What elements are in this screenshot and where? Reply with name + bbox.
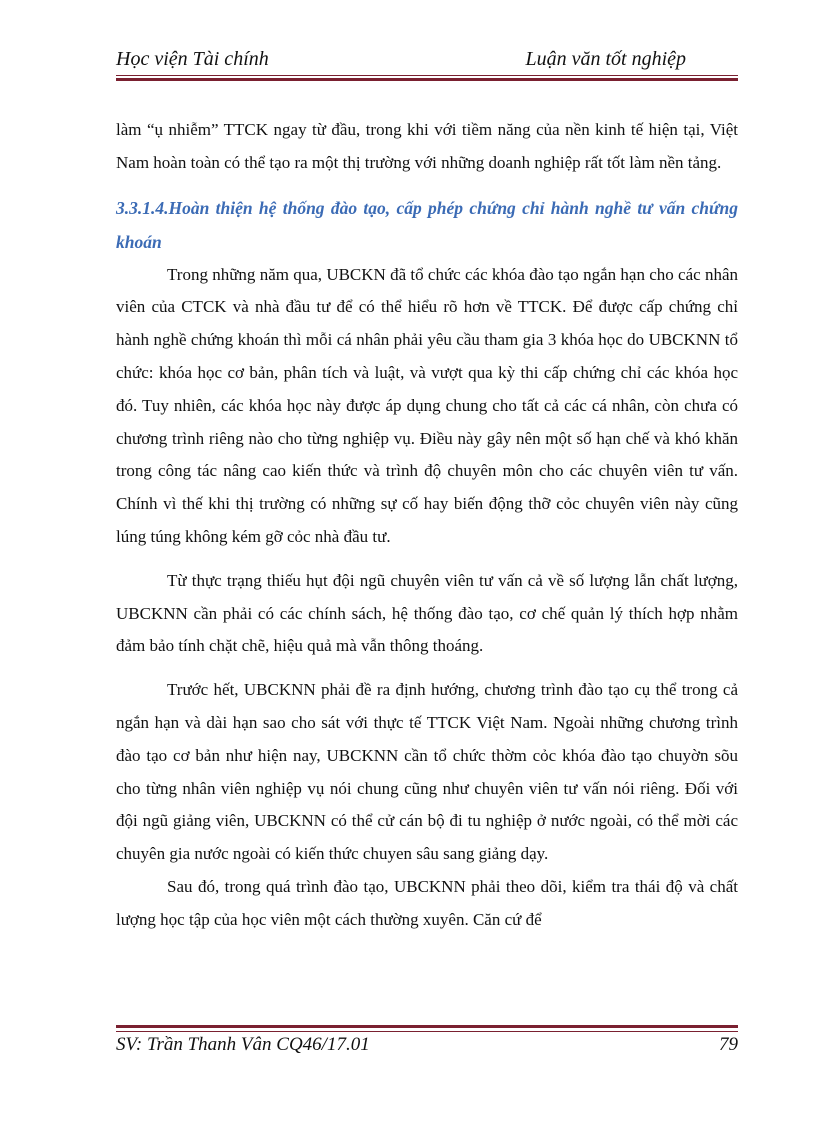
header-rule-thin: [116, 75, 738, 76]
footer-rule-thick: [116, 1025, 738, 1028]
paragraph-3: Trước hết, UBCKNN phải đề ra định hướng, chương trình đào tạo cụ thể trong cả ngắn hạn và dài hạn sao cho sát với thực tế TTCK Việt Nam. Ngoài những chương trình đào tạo cơ bản như hiện nay, UBCKNN cần tổ chức thờm cỏc khóa đào tạo chuyờn sõu cho từng nhân viên nghiệp vụ nói chung cũng như chuyên viên tư vấn nói riêng. Đối với đội ngũ giảng viên, UBCKNN có thể cử cán bộ đi tu nghiệp ở nước ngoài, có thể mời các chuyên gia nước ngoài có kiến thức chuyen sâu sang giảng dạy.: [116, 680, 738, 864]
header-rule-thick: [116, 78, 738, 81]
page-body: [116, 114, 738, 937]
page-number: 79: [719, 1034, 738, 1055]
header-institution: Học viện Tài chính: [116, 48, 269, 70]
header-document-type: Luận văn tốt nghiệp: [525, 48, 686, 70]
paragraph-1: Trong những năm qua, UBCKN đã tổ chức các khóa đào tạo ngắn hạn cho các nhân viên của CTCK và nhà đầu tư để có thể hiểu rõ hơn về TTCK. Để được cấp chứng chỉ hành nghề chứng khoán thì mỗi cá nhân phải yêu cầu tham gia 3 khóa học do UBCKNN tổ chức: khóa học cơ bản, phân tích và luật, và vượt qua kỳ thi cấp chứng chỉ các khóa học đó. Tuy nhiên, các khóa học này được áp dụng chung cho tất cả các cá nhân, còn chưa có chương trình riêng nào cho từng nghiệp vụ. Điều này gây nên một số hạn chế và khó khăn trong công tác nâng cao kiến thức và trình độ chuyên môn cho các chuyên viên tư vấn. Chính vì thế khi thị trường có những sự cố hay biến động thỡ cỏc chuyên viên này cũng lúng túng không kém gỡ cỏc nhà đầu tư.: [116, 264, 738, 546]
page-footer: [116, 1034, 738, 1060]
paragraph-4: Sau đó, trong quá trình đào tạo, UBCKNN phải theo dõi, kiểm tra thái độ và chất lượng học tập của học viên một cách thường xuyên. Căn cứ để: [116, 876, 738, 929]
footer-rule-thin: [116, 1031, 738, 1032]
paragraph-2: Từ thực trạng thiếu hụt đội ngũ chuyên viên tư vấn cả về số lượng lẫn chất lượng, UBCKNN cần phải có các chính sách, hệ thống đào tạo, cơ chế quản lý thích hợp nhằm đảm bảo tính chặt chẽ, hiệu quả mà vẫn thông thoáng.: [116, 570, 738, 656]
section-heading: 3.3.1.4.Hoàn thiện hệ thống đào tạo, cấp phép chứng chỉ hành nghề tư vấn chứng khoán: [116, 197, 738, 252]
paragraph-continued: làm “ụ nhiễm” TTCK ngay từ đầu, trong khi với tiềm năng của nền kinh tế hiện tại, Việt Nam hoàn toàn có thể tạo ra một thị trường với những doanh nghiệp rất tốt làm nền tảng.: [116, 120, 738, 172]
page-header: [116, 44, 738, 74]
footer-student: SV: Trần Thanh Vân CQ46/17.01: [116, 1034, 370, 1055]
